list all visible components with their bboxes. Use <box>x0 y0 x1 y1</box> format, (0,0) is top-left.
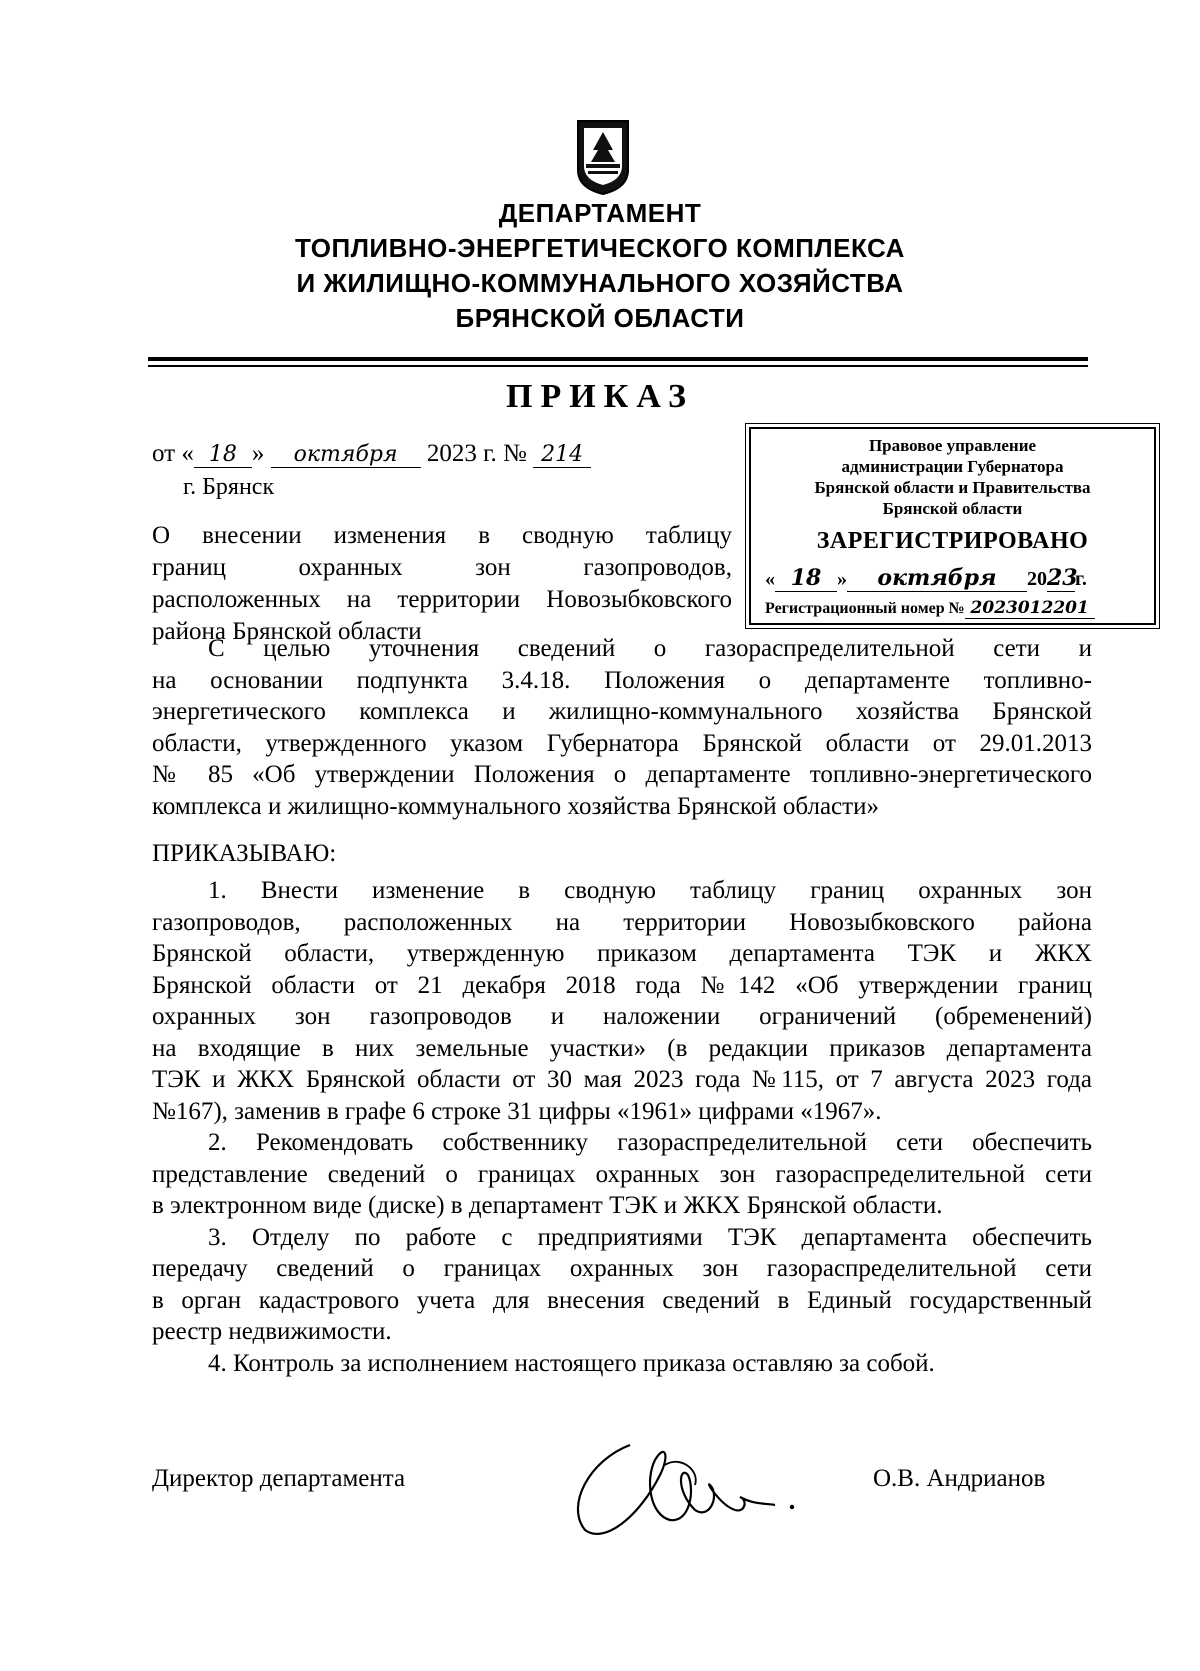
item-line: 4. Контроль за исполнением настоящего приказа оставляю за собой. <box>208 1349 935 1377</box>
preamble-line: на основании подпункта 3.4.18. Положения о департаменте топливно- <box>152 666 1092 694</box>
subject-line: района Брянской области <box>152 618 422 645</box>
item-line: представление сведений о границах охранных зон газораспределительной сети <box>152 1160 1092 1188</box>
stamp-line: Брянской области и Правительства <box>814 478 1091 497</box>
stamp-registered: ЗАРЕГИСТРИРОВАНО <box>816 528 1089 554</box>
subject-line: расположенных на территории Новозыбковского <box>152 586 732 613</box>
department-title-line-2: ТОПЛИВНО-ЭНЕРГЕТИЧЕСКОГО КОМПЛЕКСА <box>295 233 905 263</box>
order-number-label: № <box>503 440 527 467</box>
order-subject <box>152 520 732 648</box>
handwritten-signature-icon <box>570 1435 830 1545</box>
item-line: Брянской области от 21 декабря 2018 года №142 «Об утверждении границ <box>152 971 1092 999</box>
stamp-reg-number-row <box>765 598 1095 619</box>
item-line: на входящие в них земельные участки» (в редакции приказов департамента <box>152 1034 1092 1062</box>
coat-of-arms-icon <box>575 118 631 196</box>
order-date-row <box>152 440 591 468</box>
item-line: охранных зон газопроводов и наложении ограничений (обременений) <box>152 1003 1092 1030</box>
item-line: №167), заменив в графе 6 строке 31 цифры «1961» цифрами «1967». <box>152 1097 882 1125</box>
preamble-line: энергетического комплекса и жилищно-коммунального хозяйства Брянской <box>152 698 1092 725</box>
order-word: ПРИКАЗЫВАЮ: <box>152 840 337 867</box>
stamp-line: Правовое управление <box>868 436 1037 455</box>
item-line: реестр недвижимости. <box>152 1318 392 1345</box>
order-items <box>152 875 1092 1379</box>
item-line: 1. Внести изменение в сводную таблицу границ охранных зон <box>208 877 1092 904</box>
date-prefix: от « <box>152 440 194 467</box>
stamp-line: Брянской области <box>882 499 1023 518</box>
item-line: в орган кадастрового учета для внесения сведений в Единый государственный <box>152 1286 1092 1314</box>
stamp-month: октября <box>847 565 1027 592</box>
registration-stamp <box>749 427 1156 625</box>
order-city: г. Брянск <box>183 474 275 500</box>
preamble-line: комплекса и жилищно-коммунального хозяйства Брянской области» <box>152 792 879 820</box>
signatory-position: Директор департамента <box>152 1465 406 1492</box>
preamble-line: № 85 «Об утверждении Положения о департаменте топливно-энергетического <box>152 761 1092 788</box>
department-title-line-4: БРЯНСКОЙ ОБЛАСТИ <box>455 303 745 333</box>
item-line: в электронном виде (диске) в департамент ТЭК и ЖКХ Брянской области. <box>152 1192 943 1219</box>
department-title-line-3: И ЖИЛИЩНО-КОММУНАЛЬНОГО ХОЗЯЙСТВА <box>296 268 904 298</box>
signatory-name: О.В. Андрианов <box>873 1465 1046 1492</box>
preamble-line: области, утвержденного указом Губернатора Брянской области от 29.01.2013 <box>152 729 1092 757</box>
item-line: 3. Отделу по работе с предприятиями ТЭК департамента обеспечить <box>208 1223 1092 1251</box>
item-line: передачу сведений о границах охранных зон газораспределительной сети <box>152 1255 1092 1282</box>
item-line: газопроводов, расположенных на территории Новозыбковского района <box>152 908 1092 936</box>
stamp-year: 23 <box>1047 565 1078 591</box>
order-month: октября <box>271 442 421 468</box>
date-quote: » <box>251 440 265 467</box>
stamp-reg-label: Регистрационный номер № <box>765 600 965 617</box>
header-divider-thin <box>148 365 1088 367</box>
subject-line: границ охранных зон газопроводов, <box>152 554 732 581</box>
item-line: ТЭК и ЖКХ Брянской области от 30 мая 2023 года №115, от 7 августа 2023 года <box>152 1066 1092 1093</box>
stamp-line: администрации Губернатора <box>841 457 1064 476</box>
order-year: 2023 г. <box>426 440 497 467</box>
stamp-day: 18 <box>775 565 837 592</box>
order-day: 18 <box>194 442 252 468</box>
subject-line: О внесении изменения в сводную таблицу <box>152 522 732 549</box>
document-title: ПРИКАЗ <box>506 378 694 415</box>
item-line: Брянской области, утвержденную приказом департамента ТЭК и ЖКХ <box>152 940 1092 967</box>
preamble-line: С целью уточнения сведений о газораспределительной сети и <box>208 635 1092 662</box>
department-title-line-1: ДЕПАРТАМЕНТ <box>498 198 702 228</box>
stamp-reg-number: 2023012201 <box>965 598 1095 619</box>
item-line: 2. Рекомендовать собственнику газораспределительной сети обеспечить <box>208 1129 1092 1156</box>
preamble-paragraph <box>152 633 1092 822</box>
stamp-date: « 18 » октября 2023г. <box>765 565 1087 591</box>
order-number: 214 <box>533 442 591 468</box>
header-divider <box>148 357 1088 361</box>
